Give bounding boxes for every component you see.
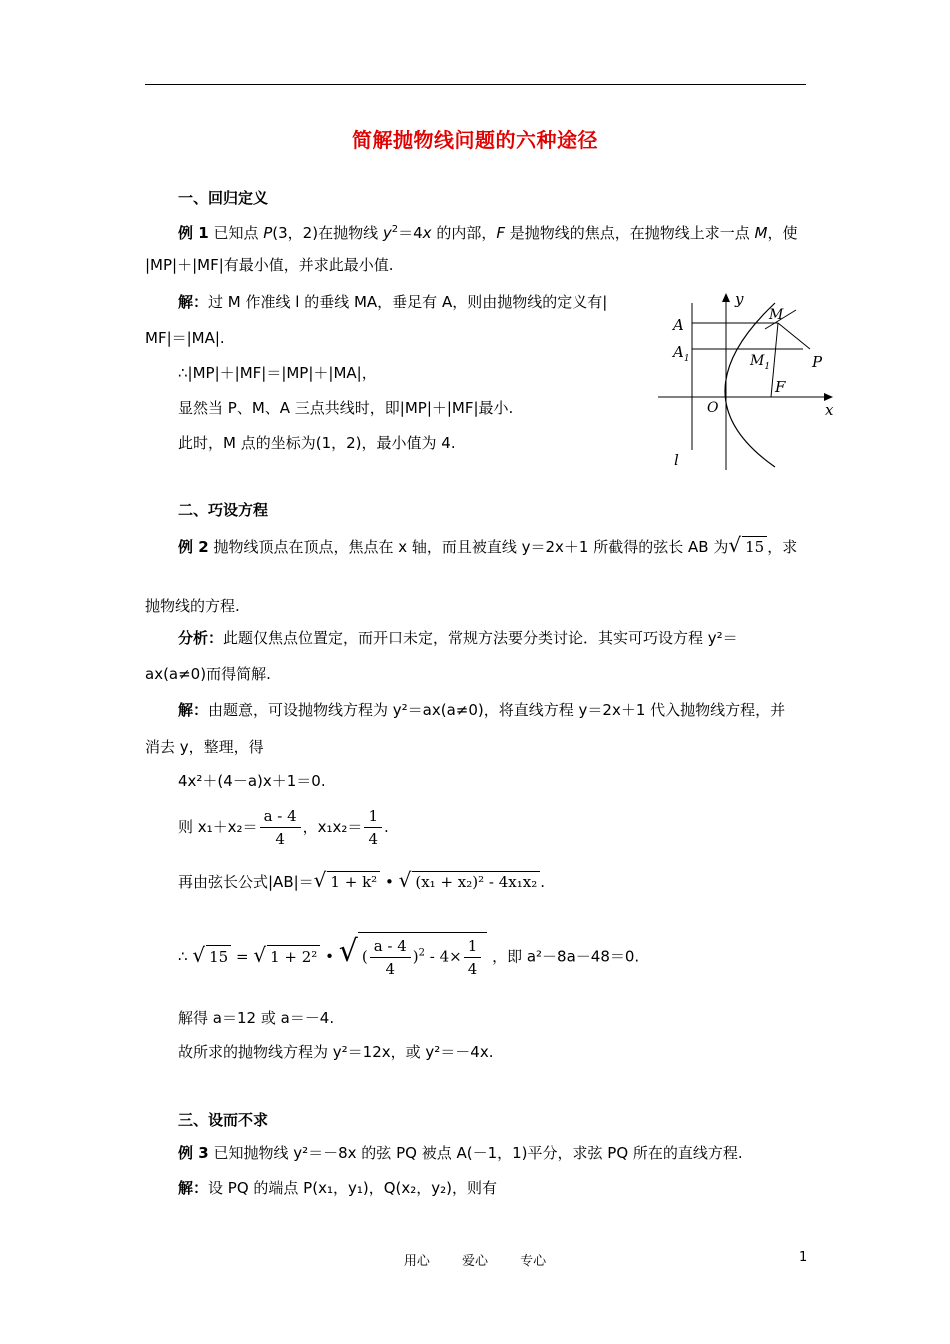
text: M: [754, 224, 768, 242]
label-x: x: [825, 401, 834, 419]
text: ∴: [178, 947, 188, 966]
text: 15: [742, 536, 767, 557]
solution-1-line-2: MF|＝|MA|.: [145, 329, 225, 347]
text: P: [263, 224, 273, 242]
text: =: [235, 947, 249, 966]
text: 则 x₁＋x₂＝: [178, 818, 258, 836]
equation-2: [178, 805, 389, 850]
text: a - 4: [260, 805, 301, 828]
text: ，x₁x₂＝: [302, 818, 363, 836]
solution-label: 解：: [178, 1179, 209, 1197]
fraction: [370, 935, 411, 980]
page-number: 1: [799, 1250, 808, 1265]
analysis-line-2: ax(a≠0)而得简解.: [145, 665, 271, 683]
text: (3，2)在抛物线: [272, 224, 383, 242]
sqrt: √ 1 + k²: [314, 873, 381, 891]
text: 1: [764, 362, 771, 372]
text: 4: [368, 830, 378, 848]
text: 1: [464, 935, 482, 958]
text: x: [422, 224, 432, 242]
text: a - 4: [370, 935, 411, 958]
page-title: 简解抛物线问题的六种途径: [352, 128, 598, 152]
text: A: [673, 343, 684, 361]
text: 4: [467, 960, 478, 978]
solution-1-line-1: [178, 292, 607, 312]
sqrt: √ (x₁ + x₂)² - 4x₁x₂: [399, 873, 541, 891]
y-axis-arrow: [722, 293, 730, 302]
example-2-line-2: 抛物线的方程.: [145, 597, 240, 615]
big-sqrt: √ ( $\frac{a - 4}{4}$ )$^2$ - 4× $\frac{1}{4}$: [339, 932, 488, 982]
text: F: [496, 224, 505, 242]
analysis-label: 分析：: [178, 629, 224, 647]
solution-3-line-1: [178, 1178, 497, 1198]
text: (x₁ + x₂)² - 4x₁x₂: [412, 871, 540, 892]
solution-label: 解：: [178, 701, 209, 719]
sqrt-15: √ 15: [728, 538, 767, 556]
text: ，使: [767, 224, 798, 242]
solution-2-line-4: 故所求的抛物线方程为 y²＝12x，或 y²＝－4x.: [178, 1043, 494, 1061]
text: y: [382, 224, 392, 242]
fraction: [364, 805, 382, 850]
section-3-heading: 三、设而不求: [178, 1111, 269, 1129]
fraction: [464, 935, 482, 980]
text: ，即 a²－8a－48＝0.: [492, 947, 640, 966]
solution-1-line-4: 显然当 P、M、A 三点共线时，即|MP|＋|MF|最小.: [178, 399, 514, 417]
example-2-label: 例 2: [178, 538, 209, 556]
text: 已知抛物线 y²＝－8x 的弦 PQ 被点 A(－1，1)平分，求弦 PQ 所在的直线方程.: [213, 1144, 743, 1162]
text: M: [750, 353, 765, 369]
text: - 4×: [429, 947, 462, 966]
solution-2-line-1: [178, 700, 785, 720]
text: 的内部，: [431, 224, 497, 242]
text: •: [384, 873, 394, 891]
analysis-line-1: [178, 628, 738, 648]
x-axis-arrow: [824, 393, 833, 401]
label-m: M: [769, 307, 784, 323]
solution-2-line-2: 消去 y，整理，得: [145, 738, 264, 756]
header-rule: [145, 84, 806, 85]
label-m1: [749, 353, 770, 372]
text: 由题意，可设抛物线方程为 y²＝ax(a≠0)，将直线方程 y＝2x＋1 代入抛物线方程，并: [208, 701, 786, 719]
text: 4: [275, 830, 285, 848]
label-y: y: [735, 290, 744, 308]
label-a1: [671, 343, 690, 364]
equation-4: [178, 932, 639, 982]
equation-1: 4x²＋(4－a)x＋1＝0.: [178, 772, 326, 790]
text: .: [540, 873, 546, 891]
footer: [0, 1250, 950, 1269]
solution-label: 解：: [178, 293, 209, 311]
parabola-figure: [655, 285, 845, 475]
example-3-label: 例 3: [178, 1144, 209, 1162]
text: 是抛物线的焦点，在抛物线上求一点: [504, 224, 755, 242]
footer-word: 爱心: [461, 1254, 488, 1269]
equation-3: [178, 870, 545, 892]
text: 抛物线顶点在顶点，焦点在 x 轴，而且被直线 y＝2x＋1 所截得的弦长 AB 为: [213, 538, 729, 556]
section-2-heading: 二、巧设方程: [178, 501, 269, 519]
label-f: F: [775, 378, 786, 396]
text: •: [325, 947, 334, 966]
text: 1 + k²: [327, 871, 380, 892]
text: ＝4: [398, 224, 423, 242]
example-1-line-1: [178, 220, 797, 243]
fraction: [260, 805, 301, 850]
text: 此题仅焦点位置定，而开口未定，常规方法要分类讨论．其实可巧设方程 y²＝: [223, 629, 738, 647]
example-1-label: 例 1: [178, 224, 209, 242]
text: 1: [364, 805, 382, 828]
sqrt: √ 1 + 2²: [253, 948, 320, 966]
text: 15: [206, 945, 231, 968]
section-1-heading: 一、回归定义: [178, 189, 269, 207]
text: 过 M 作准线 l 的垂线 MA，垂足有 A，则由抛物线的定义有|: [208, 293, 608, 311]
text: 2: [418, 947, 426, 959]
footer-word: 专心: [520, 1254, 547, 1269]
text: 设 PQ 的端点 P(x₁，y₁)，Q(x₂，y₂)，则有: [208, 1179, 497, 1197]
footer-word: 用心: [403, 1254, 430, 1269]
solution-2-line-3: 解得 a＝12 或 a＝－4.: [178, 1009, 335, 1027]
example-2-line-1: [178, 535, 797, 557]
text: 1: [683, 354, 690, 364]
sqrt: √ 15: [192, 948, 231, 966]
label-o: O: [707, 400, 719, 416]
solution-1-line-5: 此时，M 点的坐标为(1，2)，最小值为 4.: [178, 434, 456, 452]
text: 2: [391, 224, 399, 235]
text: 4: [385, 960, 395, 978]
segment-mp: [778, 323, 810, 349]
label-p: P: [812, 353, 823, 371]
example-1-line-2: |MP|＋|MF|有最小值，并求此最小值.: [145, 256, 394, 274]
text: 再由弦长公式|AB|＝: [178, 873, 314, 891]
example-3-line-1: [178, 1143, 743, 1163]
text: .: [383, 818, 389, 836]
text: 已知点: [213, 224, 264, 242]
label-l: l: [674, 451, 679, 469]
text: ，求: [767, 538, 798, 556]
label-a: A: [673, 316, 684, 334]
solution-1-line-3: ∴|MP|＋|MF|＝|MP|＋|MA|，: [178, 364, 377, 382]
text: 1 + 2²: [267, 945, 320, 968]
